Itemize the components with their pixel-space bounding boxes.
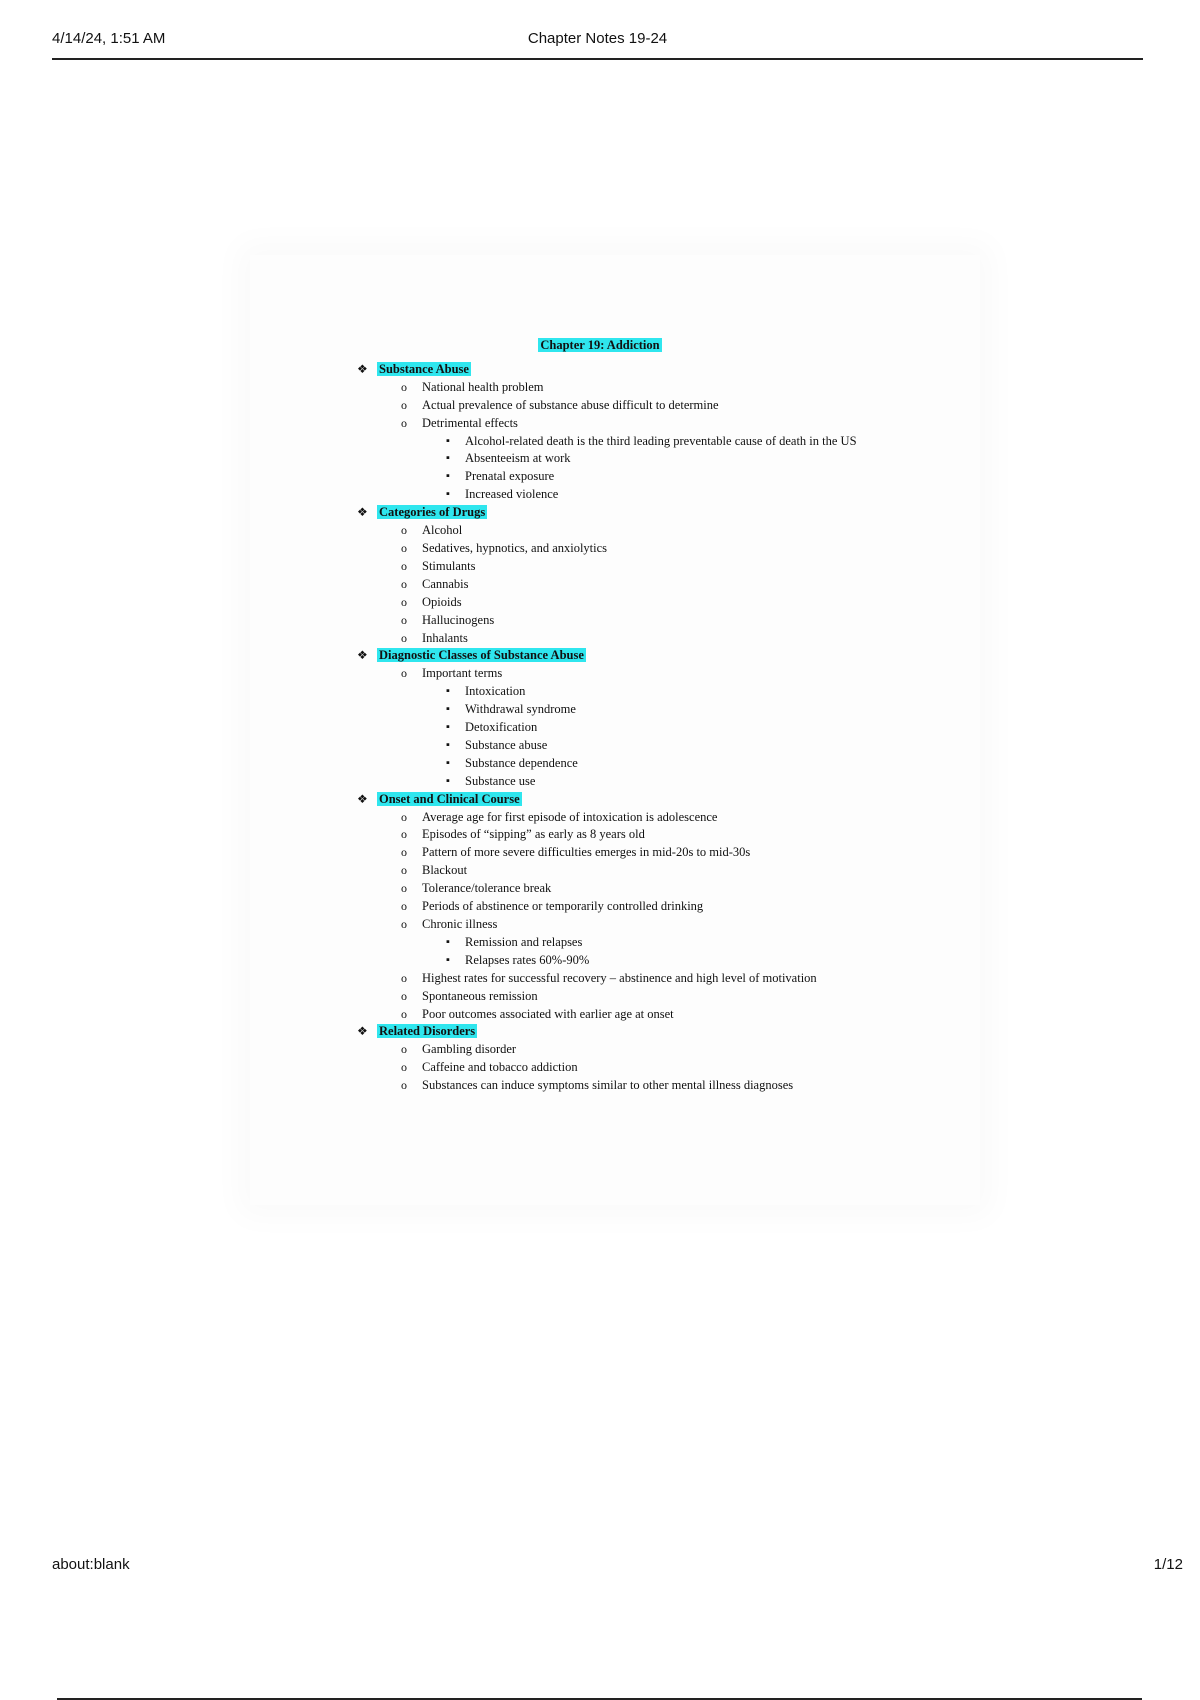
circle-bullet-icon: o [401,827,407,842]
list-item [355,826,955,844]
diamond-bullet-icon: ❖ [357,1024,368,1039]
list-item-text: Stimulants [422,558,476,573]
sub-list-item [355,468,955,486]
sub-list-item-text: Withdrawal syndrome [465,702,576,717]
circle-bullet-icon: o [401,666,407,681]
circle-bullet-icon: o [401,970,407,985]
list-item-text: Highest rates for successful recovery – abstinence and high level of motivation [422,970,817,985]
list-item-text: Opioids [422,594,462,609]
list-item-text: Chronic illness [422,917,498,931]
square-bullet-icon: ▪ [446,703,450,716]
diamond-bullet-icon: ❖ [357,361,368,376]
list-item-text: Actual prevalence of substance abuse difficult to determine [422,397,719,412]
square-bullet-icon: ▪ [446,452,450,465]
list-item-text: Spontaneous remission [422,988,538,1003]
sub-list-item-text: Intoxication [465,684,526,699]
list-item-text: Episodes of “sipping” as early as 8 years old [422,827,645,842]
sub-list-item-text: Alcohol-related death is the third leading preventable cause of death in the US [465,433,857,448]
list-item-text: Caffeine and tobacco addiction [422,1060,578,1075]
list-item-text: Cannabis [422,576,469,591]
list-item [355,809,955,827]
section-heading-text: Onset and Clinical Course [379,791,520,806]
list-item [355,898,955,916]
list-item [355,612,955,630]
section-heading [355,791,955,809]
sub-list-item-text: Remission and relapses [465,934,583,949]
page-number: 1/12 [1153,1556,1183,1573]
list-item [355,970,955,988]
list-item-text: Detrimental effects [422,415,518,430]
list-item [355,540,955,558]
list-item [355,988,955,1006]
list-item [355,630,955,648]
list-item-text: Pattern of more severe difficulties emerges in mid-20s to mid-30s [422,845,751,860]
section-heading [355,361,955,379]
circle-bullet-icon: o [401,845,407,860]
square-bullet-icon: ▪ [446,738,450,751]
sub-list-item [355,433,955,451]
sub-list-item [355,701,955,719]
circle-bullet-icon: o [401,881,407,896]
sub-list-item-text: Substance abuse [465,737,548,752]
list-item [355,844,955,862]
square-bullet-icon: ▪ [446,470,450,483]
sub-list-item-text: Increased violence [465,487,559,502]
circle-bullet-icon: o [401,594,407,609]
list-item [355,397,955,415]
list-item [355,379,955,397]
circle-bullet-icon: o [401,1078,407,1093]
circle-bullet-icon: o [401,1006,407,1021]
list-item [355,1041,955,1059]
list-item-text: Poor outcomes associated with earlier age at onset [422,1006,674,1021]
circle-bullet-icon: o [401,988,407,1003]
sub-list-item [355,934,955,952]
circle-bullet-icon: o [401,397,407,412]
list-item-text: Sedatives, hypnotics, and anxiolytics [422,540,608,555]
section-list [355,361,955,1095]
list-item-text: Alcohol [422,523,463,538]
chapter-title: Chapter 19: Addiction [540,338,660,352]
circle-bullet-icon: o [401,899,407,914]
list-item-text: Average age for first episode of intoxication is adolescence [422,809,718,824]
circle-bullet-icon: o [401,540,407,555]
circle-bullet-icon: o [401,809,407,824]
list-item-text: Tolerance/tolerance break [422,881,552,896]
list-item [355,862,955,880]
print-url: about:blank [52,1556,130,1573]
circle-bullet-icon: o [401,630,407,645]
circle-bullet-icon: o [401,576,407,591]
sub-list-item-text: Absenteeism at work [465,451,571,466]
list-item-text: Substances can induce symptoms similar to other mental illness diagnoses [422,1078,794,1093]
section-heading [355,1023,955,1041]
list-item [355,1006,955,1024]
list-item-text: National health problem [422,379,544,394]
list-item [355,665,955,683]
list-item [355,880,955,898]
list-item [355,1059,955,1077]
list-item-text: Important terms [422,666,503,681]
sub-list-item [355,719,955,737]
section-heading-text: Substance Abuse [379,361,469,376]
diamond-bullet-icon: ❖ [357,791,368,806]
sub-list-item [355,683,955,701]
list-item [355,558,955,576]
circle-bullet-icon: o [401,1060,407,1075]
circle-bullet-icon: o [401,1042,407,1057]
list-item [355,594,955,612]
square-bullet-icon: ▪ [446,774,450,787]
list-item [355,916,955,934]
print-title: Chapter Notes 19-24 [527,30,668,47]
list-item-text: Blackout [422,863,468,878]
circle-bullet-icon: o [401,523,407,538]
sub-list-item-text: Substance use [465,773,536,788]
list-item-text: Hallucinogens [422,612,495,627]
section-heading-text: Diagnostic Classes of Substance Abuse [379,648,584,663]
diamond-bullet-icon: ❖ [357,505,368,520]
circle-bullet-icon: o [401,558,407,573]
circle-bullet-icon: o [401,612,407,627]
sub-list-item [355,486,955,504]
print-date: 4/14/24, 1:51 AM [52,30,166,47]
sub-list-item-text: Detoxification [465,720,538,735]
square-bullet-icon: ▪ [446,935,450,948]
circle-bullet-icon: o [401,379,407,394]
square-bullet-icon: ▪ [446,953,450,966]
sub-list-item-text: Relapses rates 60%-90% [465,952,590,967]
square-bullet-icon: ▪ [446,685,450,698]
list-item [355,576,955,594]
section-heading-text: Categories of Drugs [379,505,486,520]
circle-bullet-icon: o [401,863,407,878]
circle-bullet-icon: o [401,415,407,430]
circle-bullet-icon: o [401,917,407,931]
diamond-bullet-icon: ❖ [357,648,368,663]
square-bullet-icon: ▪ [446,488,450,501]
sub-list-item [355,450,955,468]
sub-list-item [355,737,955,755]
list-item-text: Inhalants [422,630,468,645]
section-heading [355,504,955,522]
square-bullet-icon: ▪ [446,721,450,734]
list-item [355,1077,955,1095]
list-item-text: Periods of abstinence or temporarily controlled drinking [422,899,704,914]
section-heading-text: Related Disorders [379,1024,476,1039]
list-item [355,522,955,540]
square-bullet-icon: ▪ [446,756,450,769]
sub-list-item-text: Prenatal exposure [465,469,555,484]
list-item [355,415,955,433]
square-bullet-icon: ▪ [446,434,450,447]
sub-list-item [355,755,955,773]
document-content [355,337,955,1095]
sub-list-item [355,773,955,791]
list-item-text: Gambling disorder [422,1042,517,1057]
sub-list-item [355,952,955,970]
print-header [52,28,1143,60]
section-heading [355,647,955,665]
sub-list-item-text: Substance dependence [465,755,578,770]
